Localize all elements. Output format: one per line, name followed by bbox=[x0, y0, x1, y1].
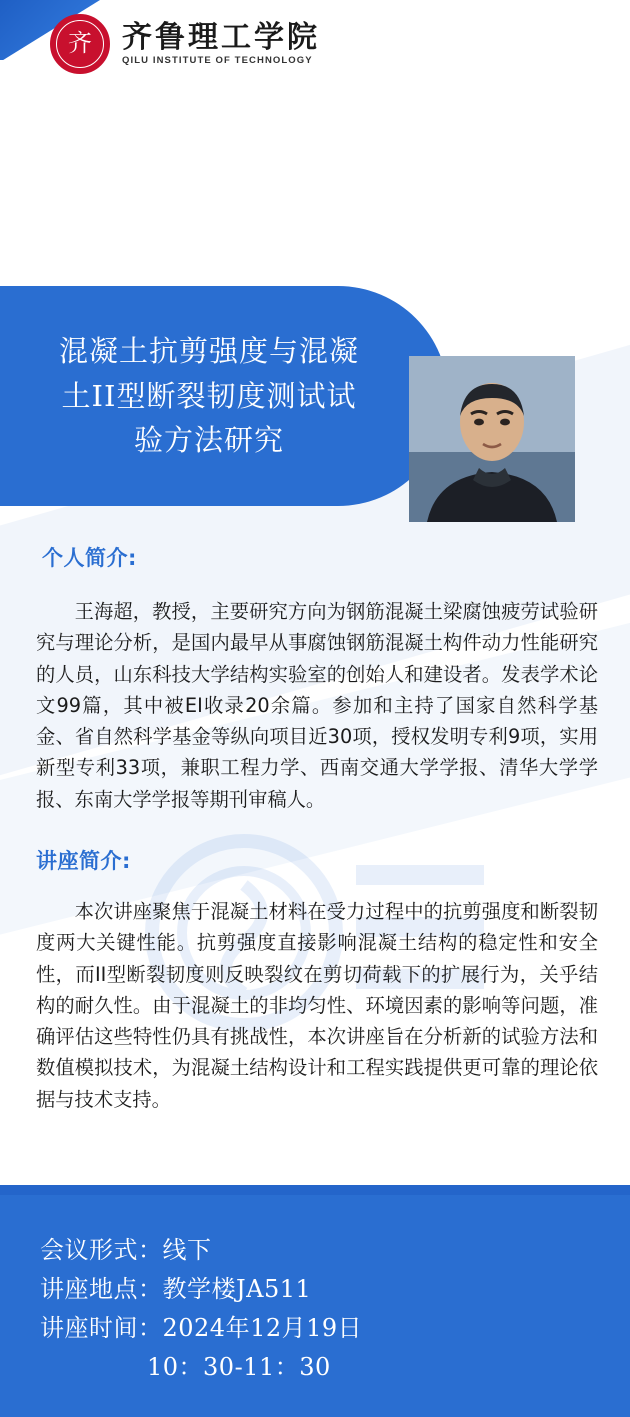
event-time-range: 10：30-11：30 bbox=[147, 1352, 331, 1381]
event-details bbox=[40, 1231, 362, 1387]
speaker-portrait bbox=[409, 356, 575, 522]
page-title: 混凝土抗剪强度与混凝土II型断裂韧度测试试验方法研究 bbox=[59, 333, 360, 458]
brand-logo bbox=[50, 14, 320, 74]
section-body-lecture: 本次讲座聚焦于混凝土材料在受力过程中的抗剪强度和断裂韧度两大关键性能。抗剪强度直接影响混凝土结构的稳定性和安全性，而II型断裂韧度则反映裂纹在剪切荷载下的扩展行为，关乎结构的耐久性。由于混凝土的非均匀性、环境因素的影响等问题，准确评估这些特性仍具有挑战性，本次讲座旨在分析新的试验方法和数值模拟技术，为混凝土结构设计和工程实践提供更可靠的理论依据与技术支持。 bbox=[36, 900, 598, 1111]
brand-name-cn: 齐鲁理工学院 bbox=[122, 19, 320, 55]
event-date: 讲座时间：2024年12月19日 bbox=[40, 1313, 363, 1342]
section-body-profile: 王海超，教授，主要研究方向为钢筋混凝土梁腐蚀疲劳试验研究与理论分析，是国内最早从事腐蚀钢筋混凝土构件动力性能研究的人员，山东科技大学结构实验室的创始人和建设者。发表学术论文99篇，其中被EI收录20余篇。参加和主持了国家自然科学基金、省自然科学基金等纵向项目近30项，授权发明专利9项，实用新型专利33项，兼职工程力学、西南交通大学学报、清华大学学报、东南大学学报等期刊审稿人。 bbox=[36, 600, 598, 811]
footer-divider bbox=[0, 1185, 630, 1195]
section-heading-profile: 个人简介: bbox=[42, 546, 137, 570]
event-location: 讲座地点：教学楼JA511 bbox=[40, 1274, 312, 1303]
title-panel bbox=[0, 286, 448, 506]
qilu-seal-icon: 齐 bbox=[50, 14, 110, 74]
section-heading-lecture: 讲座简介: bbox=[36, 849, 131, 873]
brand-name-en: QILU INSTITUTE OF TECHNOLOGY bbox=[122, 55, 313, 67]
footer-panel bbox=[0, 1185, 630, 1417]
event-meeting-form: 会议形式：线下 bbox=[40, 1236, 212, 1264]
